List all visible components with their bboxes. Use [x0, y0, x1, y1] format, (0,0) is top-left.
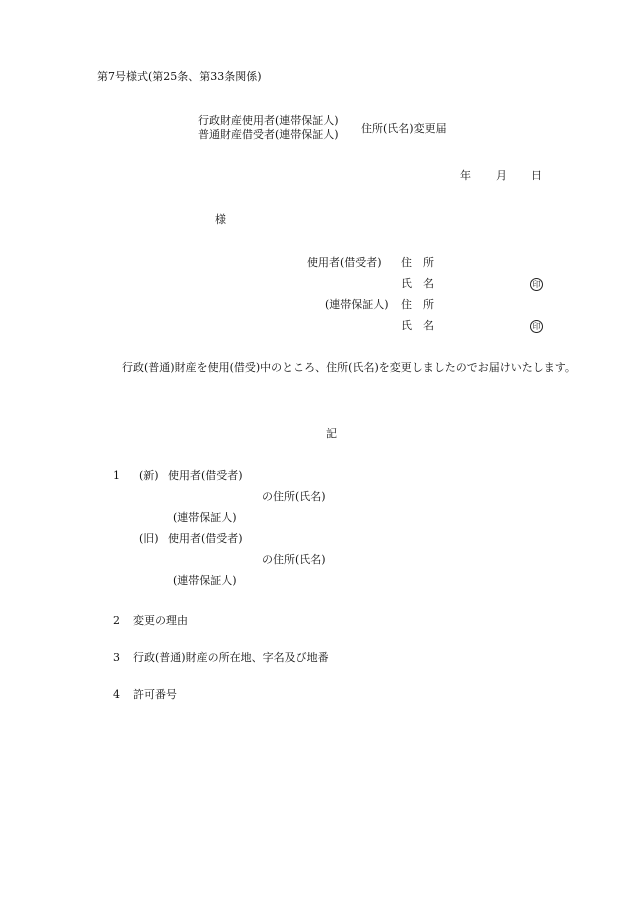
item-1-new-label: (新)	[139, 469, 159, 482]
item-1-old-addr-name: の住所(氏名)	[262, 553, 326, 566]
form-number: 第7号様式(第25条、第33条関係)	[97, 70, 262, 83]
item-1-new-guarantor: (連帯保証人)	[173, 511, 237, 524]
item-1-old-guarantor: (連帯保証人)	[173, 574, 237, 587]
item-3-text: 行政(普通)財産の所在地、字名及び地番	[133, 651, 329, 664]
date-day: 日	[531, 169, 542, 182]
user-label: 使用者(借受者)	[307, 256, 382, 269]
addressee: 様	[215, 213, 226, 226]
item-1-old-user: 使用者(借受者)	[168, 532, 243, 545]
item-4-text: 許可番号	[133, 688, 177, 701]
title-line-2: 普通財産借受者(連帯保証人)	[198, 128, 339, 141]
item-4-number: 4	[113, 688, 120, 701]
date-year: 年	[460, 169, 471, 182]
user-address-label: 住 所	[401, 256, 434, 269]
item-3-number: 3	[113, 651, 120, 664]
seal-icon: 印	[530, 278, 543, 291]
guarantor-name-label: 氏 名	[401, 319, 434, 332]
ki-heading: 記	[326, 427, 337, 440]
item-1-old-label: (旧)	[139, 532, 159, 545]
guarantor-label: (連帯保証人)	[325, 298, 389, 311]
item-1-number: 1	[113, 469, 120, 482]
item-2-number: 2	[113, 614, 120, 627]
item-1-new-user: 使用者(借受者)	[168, 469, 243, 482]
title-suffix: 住所(氏名)変更届	[361, 122, 447, 135]
title-line-1: 行政財産使用者(連帯保証人)	[198, 114, 339, 127]
user-name-label: 氏 名	[401, 277, 434, 290]
item-2-text: 変更の理由	[133, 614, 188, 627]
item-1-new-addr-name: の住所(氏名)	[262, 490, 326, 503]
guarantor-address-label: 住 所	[401, 298, 434, 311]
body-paragraph: 行政(普通)財産を使用(借受)中のところ、住所(氏名)を変更しましたのでお届けいたします。	[122, 361, 576, 374]
date-month: 月	[496, 169, 507, 182]
seal-icon: 印	[530, 320, 543, 333]
